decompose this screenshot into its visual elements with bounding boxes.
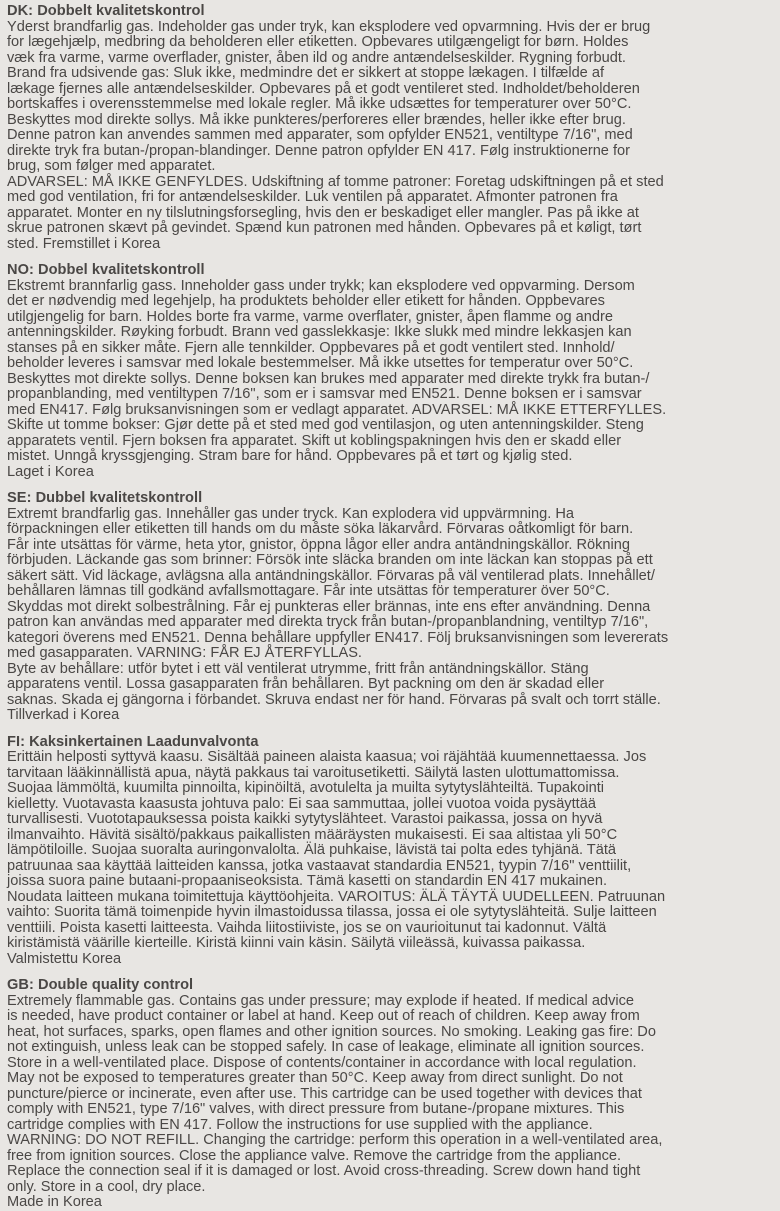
text-line: vaihto: Suorita tämä toimenpide hyvin ilmastoidussa tilassa, jossa ei ole sytytyslähteitä. Sulje laitteen [7, 904, 657, 920]
text-line: behållaren lämnas till godkänd avfallsmottagare. Får inte utsättas för temperaturer över 50°C. [7, 583, 610, 599]
text-line: free from ignition sources. Close the appliance valve. Remove the cartridge from the appliance. [7, 1147, 622, 1164]
text-line: det er nødvendig med legehjelp, ha produktets beholder eller etikett for hånden. Oppbevares [7, 293, 605, 309]
text-line: apparatets ventil. Fjern boksen fra apparatet. Skift ut koblingspakningen hvis den er skadd eller [7, 432, 622, 449]
section-fi [7, 735, 770, 968]
text-line: Suojaa lämmöltä, kuumilta pinnoilta, kipinöiltä, avotulelta ja muilta sytytyslähteiltä. Tupakointi [7, 780, 605, 796]
text-line: lækage fjernes alle antændelseskilder. Opbevares på et godt ventileret sted. Indholdet/beholderen [7, 80, 640, 97]
text-line: brug, som følger med apparatet. [7, 158, 216, 174]
text-line: bortskaffes i overensstemmelse med lokale regler. Må ikke udsættes for temperaturer over 50°C. [7, 96, 632, 112]
text-line: Beskyttes mot direkte sollys. Denne boksen kan brukes med apparater med direkte trykk fra butan-/ [7, 370, 650, 387]
text-line: Erittäin helposti syttyvä kaasu. Sisältää paineen alaista kaasua; voi räjähtää kuumennettaessa. Jos [7, 749, 647, 765]
text-line: væk fra varme, varme overflader, gnister, åben ild og andre antændelseskilder. Rygning forbudt. [7, 49, 626, 66]
section-heading: GB: Double quality control [7, 977, 194, 993]
text-line: Skyddas mot direkt solbestrålning. Får ej punkteras eller brännas, inte ens efter användning. Denna [7, 598, 651, 615]
section-gb [7, 978, 770, 1211]
text-line: saknas. Skada ej gängorna i förbandet. Skruva endast ner för hand. Förvaras på svalt och torrt ställe. [7, 691, 661, 708]
text-line: kiristämistä väärille kierteille. Kiristä kiinni vain käsin. Säilytä viileässä, kuivassa paikassa. [7, 935, 586, 951]
section-heading: NO: Dobbel kvalitetskontroll [7, 262, 205, 278]
text-line: stanses på en sikker måte. Fjern alle tennkilder. Oppbevares på et godt ventilert sted. Innhold/ [7, 339, 615, 356]
text-line: Yderst brandfarlig gas. Indeholder gas under tryk, kan eksplodere ved opvarmning. Hvis der er brug [7, 18, 651, 35]
text-line: Beskyttes mod direkte sollys. Må ikke punkteres/perforeres eller brændes, heller ikke efter brug. [7, 111, 626, 128]
text-line: venttiili. Poista kasetti laitteesta. Vaihda liitostiiviste, jos se on vaurioitunut tai kadonnut. Vältä [7, 919, 607, 936]
text-line: Ekstremt brannfarlig gass. Inneholder gass under trykk; kan eksplodere ved oppvarming. Dersom [7, 277, 635, 294]
text-line: Byte av behållare: utför bytet i ett väl ventilerat utrymme, fritt från antändningskällor. Stäng [7, 660, 589, 677]
text-line: Replace the connection seal if it is damaged or lost. Avoid cross-threading. Screw down hand tight [7, 1163, 641, 1179]
text-line: lämpötiloille. Suojaa suoralta auringonvalolta. Älä puhkaise, lävistä tai polta edes tyhjänä. Tätä [7, 842, 616, 858]
text-line: förpackningen eller etiketten till hands om du måste söka läkarvård. Förvaras oåtkomligt för barn. [7, 521, 634, 537]
text-line: med god ventilation, fri for antændelseskilder. Luk ventilen på apparatet. Afmonter patronen fra [7, 189, 618, 205]
text-line: not extinguish, unless leak can be stopped safely. In case of leakage, eliminate all ignition sources. [7, 1039, 645, 1055]
text-line: patron kan användas med apparater med direkta tryck från butan-/propanblandning, ventiltyp 7/16", [7, 614, 649, 630]
text-line: med EN417. Følg bruksanvisningen som er vedlagt apparatet. ADVARSEL: MÅ IKKE ETTERFYLLES. [7, 401, 667, 418]
text-line: Skifte ut tomme bokser: Gjør dette på et sted med god ventilasjon, og uten antenningskilder. Steng [7, 417, 644, 433]
text-line: direkte tryk fra butan-/propan-blandinger. Denne patron opfylder EN 417. Følg instruktionerne for [7, 142, 631, 159]
text-line: kielletty. Vuotavasta kaasusta johtuva palo: Ei saa sammuttaa, jollei vuotoa voida pysäyttää [7, 795, 596, 812]
text-line: sted. Fremstillet i Korea [7, 235, 161, 252]
text-line: Made in Korea [7, 1194, 102, 1210]
section-heading: FI: Kaksinkertainen Laadunvalvonta [7, 733, 259, 750]
text-line: only. Store in a cool, dry place. [7, 1178, 206, 1195]
text-line: antenningskilder. Røyking forbudt. Brann ved gasslekkasje: Ikke slukk med mindre lekkasjen kan [7, 324, 632, 340]
text-line: Valmistettu Korea [7, 950, 122, 967]
text-line: säkert sätt. Vid läckage, avlägsna alla antändningskällor. Förvaras på väl ventilerad plats. Innehållet/ [7, 567, 655, 584]
section-heading: SE: Dubbel kvalitetskontroll [7, 490, 203, 506]
section-dk [7, 4, 770, 252]
text-line: förbjuden. Läckande gas som brinner: Försök inte släcka branden om inte läckan kan stoppas på ett [7, 552, 653, 568]
text-line: propanblanding, med ventiltypen 7/16", som er i samsvar med EN521. Denne boksen er i samsvar [7, 386, 642, 402]
text-line: Laget i Korea [7, 463, 94, 480]
text-line: heat, hot surfaces, sparks, open flames and other ignition sources. No smoking. Leaking gas fire: Do [7, 1023, 656, 1040]
text-line: Extremely flammable gas. Contains gas under pressure; may explode if heated. If medical advice [7, 992, 635, 1009]
text-line: Noudata laitteen mukana toimitettuja käyttöohjeita. VAROITUS: ÄLÄ TÄYTÄ UUDELLEEN. Patruunan [7, 888, 666, 905]
section-se [7, 491, 770, 724]
text-line: apparatet. Monter en ny tilslutningsforsegling, hvis den er beskadiget eller mangler. Pas på ikke at [7, 204, 639, 221]
text-line: May not be exposed to temperatures greater than 50°C. Keep away from direct sunlight. Do not [7, 1070, 623, 1086]
section-heading: DK: Dobbelt kvalitetskontrol [7, 3, 205, 19]
text-line: comply with EN521, type 7/16" valves, with direct pressure from butane-/propane mixtures. This [7, 1101, 625, 1117]
text-line: apparatens ventil. Lossa gasapparaten från behållaren. Byt packning om den är skadad eller [7, 676, 605, 692]
text-line: ADVARSEL: MÅ IKKE GENFYLDES. Udskiftning af tomme patroner: Foretag udskiftningen på et sted [7, 173, 664, 190]
text-line: for lægehjælp, medbring da beholderen eller etiketten. Opbevares utilgængeligt for børn. Holdes [7, 34, 629, 50]
text-line: med gasapparaten. VARNING: FÅR EJ ÅTERFYLLAS. [7, 645, 362, 661]
text-line: beholder leveres i samsvar med lokale bestemmelser. Må ikke utsettes for temperatur over 50°C. [7, 355, 634, 371]
text-line: turvallisesti. Vuototapauksessa poista kaikki sytytyslähteet. Varastoi paikassa, jossa on hyvä [7, 811, 603, 827]
text-line: ilmanvaihto. Hävitä sisältö/pakkaus paikallisten määräysten mukaisesti. Ei saa altistaa yli 50°C [7, 826, 618, 843]
text-line: WARNING: DO NOT REFILL. Changing the cartridge: perform this operation in a well-ventilated area, [7, 1132, 663, 1148]
text-line: Store in a well-ventilated place. Dispose of contents/container in accordance with local regulation. [7, 1054, 637, 1071]
text-line: Extremt brandfarlig gas. Innehåller gas under tryck. Kan explodera vid uppvärmning. Ha [7, 505, 575, 522]
text-line: Tillverkad i Korea [7, 707, 120, 723]
text-line: puncture/pierce or incinerate, even after use. This cartridge can be used together with devices that [7, 1085, 642, 1102]
text-line: skrue patronen skævt på gevindet. Spænd kun patronen med hånden. Opbevares på et køligt, tørt [7, 220, 642, 236]
text-line: Denne patron kan anvendes sammen med apparater, som opfylder EN521, ventiltype 7/16", med [7, 127, 633, 143]
text-line: utilgjengelig for barn. Holdes borte fra varme, varme overflater, gnister, åpen flamme og andre [7, 308, 613, 325]
text-line: tarvitaan lääkinnällistä apua, näytä pakkaus tai varoitusetiketti. Säilytä lasten ulottumattomissa. [7, 764, 620, 781]
text-line: cartridge complies with EN 417. Follow the instructions for use supplied with the appliance. [7, 1116, 593, 1133]
text-line: joissa suora paine butaani-propaaniseoksista. Tämä kasetti on standardin EN 417 mukainen. [7, 873, 608, 889]
text-line: Får inte utsättas för värme, heta ytor, gnistor, öppna lågor eller andra antändningskällor. Rökning [7, 536, 631, 553]
text-line: is needed, have product container or label at hand. Keep out of reach of children. Keep away from [7, 1008, 640, 1024]
text-line: patruunaa saa käyttää laitteiden kanssa, jotka vastaavat standardia EN521, tyypin 7/16" venttiilit, [7, 857, 632, 874]
section-no [7, 263, 770, 480]
text-line: mistet. Unngå kryssgjenging. Stram bare for hånd. Oppbevares på et tørt og kjølig sted. [7, 448, 573, 464]
text-line: Brand fra udsivende gas: Sluk ikke, medmindre det er sikkert at stoppe lækagen. I tilfælde af [7, 65, 605, 81]
text-line: kategori överens med EN521. Denna behållare uppfyller EN417. Följ bruksanvisningen som levererats [7, 629, 669, 646]
